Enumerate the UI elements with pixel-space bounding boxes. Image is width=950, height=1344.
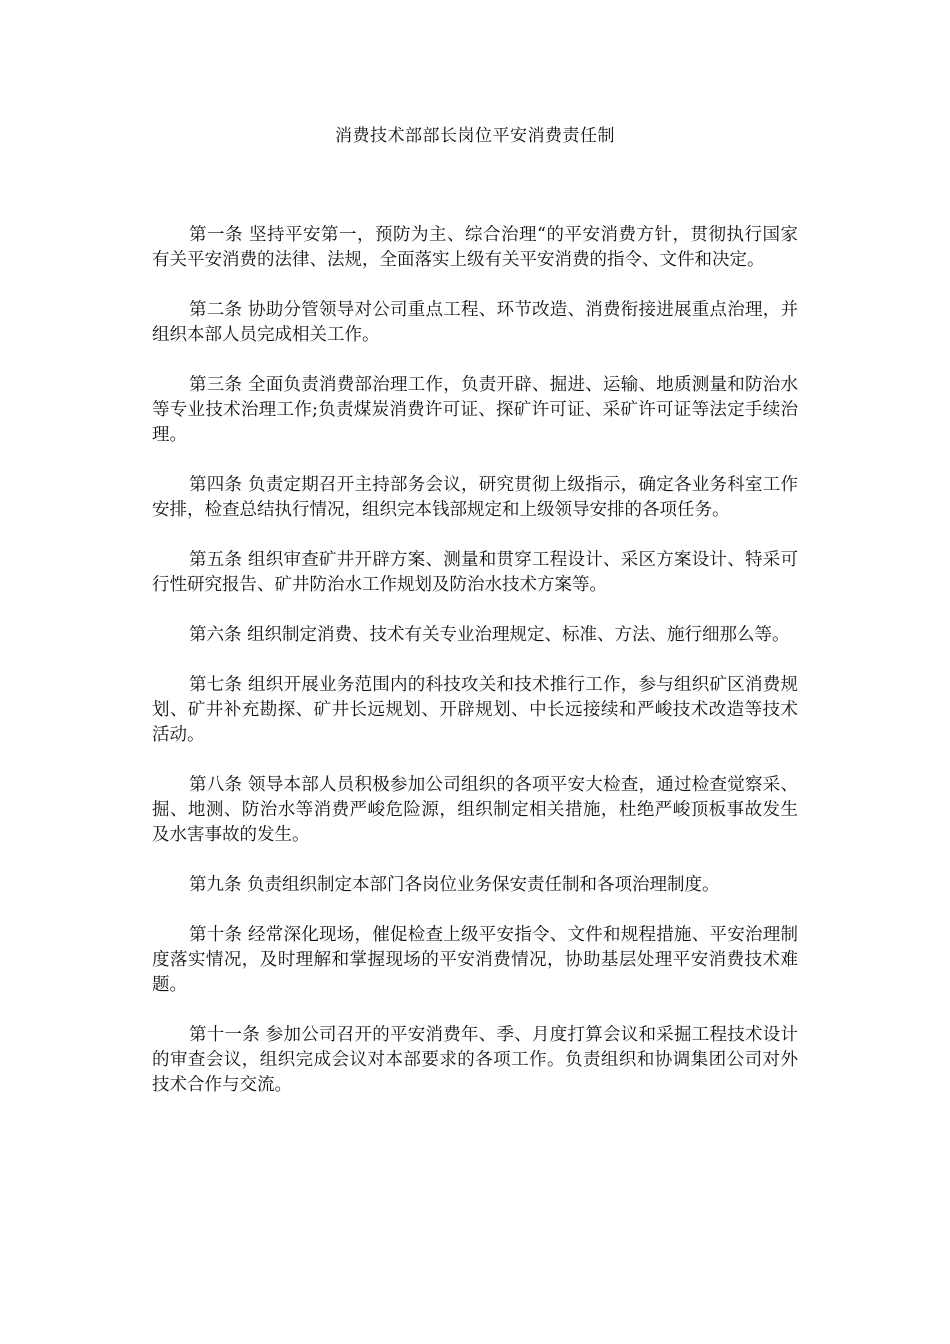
article-11: 第十一条 参加公司召开的平安消费年、季、月度打算会议和采掘工程技术设计的审查会议，组织完成会议对本部要求的各项工作。负责组织和协调集团公司对外技术合作与交流。 <box>152 1025 798 1095</box>
article-5: 第五条 组织审查矿井开辟方案、测量和贯穿工程设计、采区方案设计、特采可行性研究报告、矿井防治水工作规划及防治水技术方案等。 <box>152 550 798 595</box>
article-1: 第一条 坚持平安第一，预防为主、综合治理“的平安消费方针，贯彻执行国家有关平安消费的法律、法规，全面落实上级有关平安消费的指令、文件和决定。 <box>152 225 798 270</box>
article-list <box>152 223 798 1123</box>
article-9: 第九条 负责组织制定本部门各岗位业务保安责任制和各项治理制度。 <box>189 875 720 895</box>
article-2: 第二条 协助分管领导对公司重点工程、环节改造、消费衔接进展重点治理，并组织本部人员完成相关工作。 <box>152 300 798 345</box>
article-3: 第三条 全面负责消费部治理工作，负责开辟、掘进、运输、地质测量和防治水等专业技术治理工作;负责煤炭消费许可证、探矿许可证、采矿许可证等法定手续治理。 <box>152 375 798 445</box>
document-title: 消费技术部部长岗位平安消费责任制 <box>335 126 615 146</box>
article-10: 第十条 经常深化现场，催促检查上级平安指令、文件和规程措施、平安治理制度落实情况，及时理解和掌握现场的平安消费情况，协助基层处理平安消费技术难题。 <box>152 925 798 995</box>
article-6: 第六条 组织制定消费、技术有关专业治理规定、标准、方法、施行细那么等。 <box>189 625 790 645</box>
article-4: 第四条 负责定期召开主持部务会议，研究贯彻上级指示，确定各业务科室工作安排，检查总结执行情况，组织完本钱部规定和上级领导安排的各项任务。 <box>152 475 798 520</box>
article-8: 第八条 领导本部人员积极参加公司组织的各项平安大检查，通过检查觉察采、掘、地测、防治水等消费严峻危险源，组织制定相关措施，杜绝严峻顶板事故发生及水害事故的发生。 <box>152 775 798 845</box>
article-7: 第七条 组织开展业务范围内的科技攻关和技术推行工作，参与组织矿区消费规划、矿井补充勘探、矿井长远规划、开辟规划、中长远接续和严峻技术改造等技术活动。 <box>152 675 798 745</box>
